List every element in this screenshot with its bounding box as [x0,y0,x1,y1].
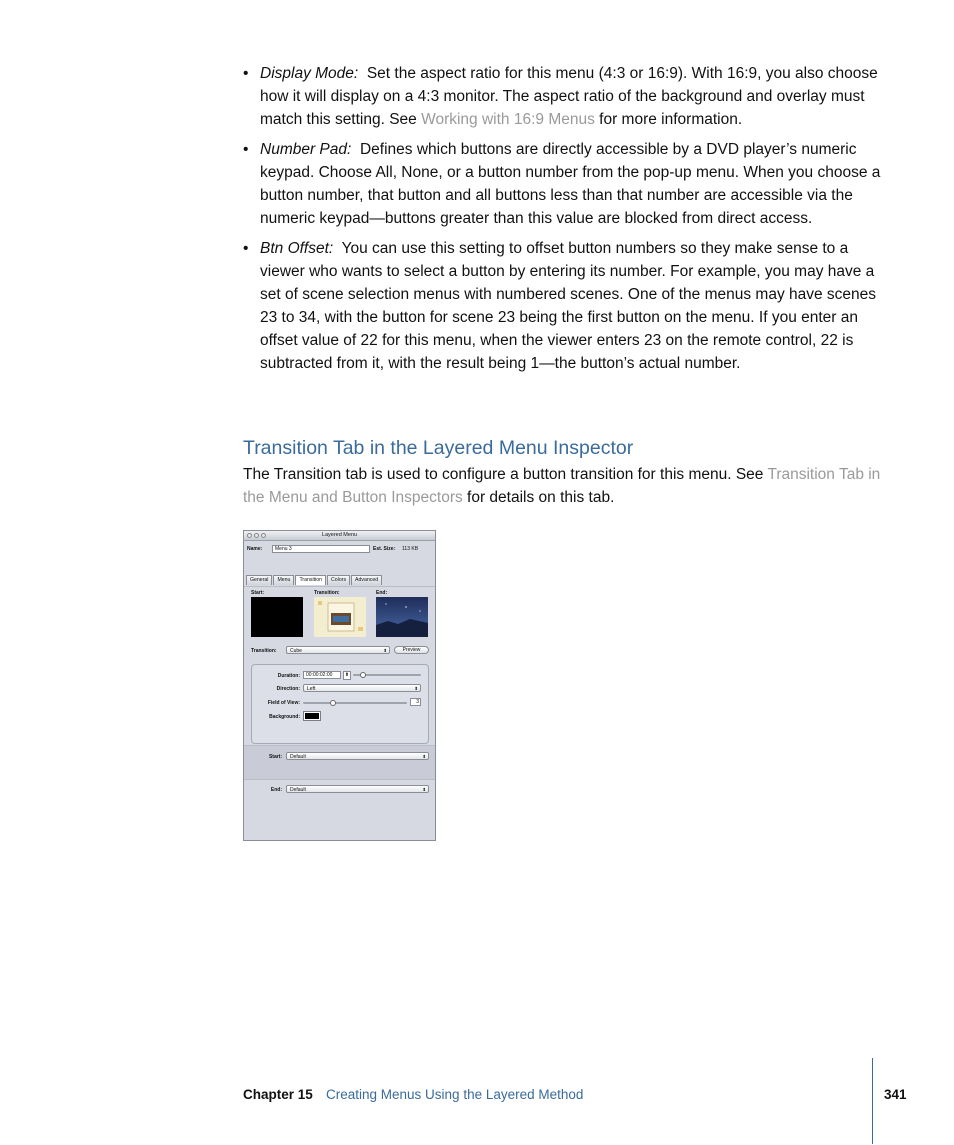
transition-options-group [251,664,429,744]
section-intro [243,463,883,509]
field-of-view-value[interactable]: 3 [410,698,421,706]
tab-transition[interactable]: Transition [295,575,326,585]
duration-field[interactable]: 00:00:02:00 [303,671,341,679]
transition-popup[interactable] [286,646,390,654]
section-heading: Transition Tab in the Layered Menu Inspector [243,437,634,459]
layered-menu-inspector-screenshot [243,530,436,841]
bullet-text: You can use this setting to offset button numbers so they make sense to a viewer who wants to select a button by entering its number. For example, you may have a set of scene selection menus with numbered scenes. One of the menus may have scenes 23 to 34, with the button for scene 23 being the first button on the menu. If you enter an offset value of 22 for this menu, when the viewer enters 23 on the remote control, 22 is subtracted from it, with the result being 1—the button’s actual number. [260,240,877,372]
inspector-tabs [246,575,383,585]
footer-chapter: Chapter 15 [243,1087,313,1102]
tab-divider [244,586,435,587]
est-size-label: Est. Size: [373,546,396,552]
bullet-dot: • [243,141,249,158]
tab-general[interactable]: General [246,575,272,585]
end-thumbnail [376,597,428,637]
tab-advanced[interactable]: Advanced [351,575,382,585]
window-controls [247,533,266,538]
footer-chapter-title[interactable]: Creating Menus Using the Layered Method [326,1087,584,1102]
tab-colors[interactable]: Colors [327,575,350,585]
name-label: Name: [247,546,263,552]
bullet-dot: • [243,240,249,257]
term-number-pad: Number Pad: [260,141,352,158]
bullet-display-mode [243,62,883,131]
zoom-window-icon[interactable] [261,533,266,538]
window-title: Layered Menu [321,532,358,538]
popup-arrows-icon: ⬍ [414,686,418,691]
start-section [244,745,435,780]
end-label: End: [270,787,282,793]
start-thumbnail [251,597,303,637]
duration-stepper[interactable]: ⬍ [344,672,350,678]
duration-label: Duration: [277,673,300,679]
intro-text: The Transition tab is used to configure a button transition for this menu. See [243,466,768,483]
direction-label: Direction: [276,686,300,692]
bullet-dot: • [243,65,249,82]
popup-arrows-icon: ⬍ [383,648,387,653]
est-size-value: 113 KB [402,546,419,552]
start-preview-label: Start: [251,590,265,596]
transition-row-label: Transition: [251,648,277,654]
background-color-swatch [305,713,319,719]
duration-slider-knob[interactable] [360,672,366,678]
start-label: Start: [268,754,282,760]
link-working-with-16-9-menus[interactable]: Working with 16:9 Menus [421,111,595,128]
bullet-list [243,62,883,382]
field-of-view-slider-knob[interactable] [330,700,336,706]
field-of-view-slider[interactable] [303,702,407,704]
transition-thumbnail [314,597,366,637]
bullet-text: Defines which buttons are directly accessible by a DVD player’s numeric keypad. Choose All, None, or a button number from the pop-up menu. When you choose a button number, that button and all buttons less than that number are accessible via the numeric keypad—buttons greater than this value are blocked from direct access. [260,141,881,227]
end-thumbnail-image [376,597,428,637]
section-divider [244,779,435,780]
transition-thumbnail-image [314,597,366,637]
term-btn-offset: Btn Offset: [260,240,334,257]
start-popup-value: Default [290,754,306,760]
direction-popup-value: Left [307,686,316,692]
popup-arrows-icon: ⬍ [422,787,426,792]
intro-text-end: for details on this tab. [462,489,615,506]
field-of-view-label: Field of View: [267,700,300,706]
bullet-text: Set the aspect ratio for this menu (4:3 or 16:9). With 16:9, you also choose how it will display on a 4:3 monitor. The aspect ratio of the background and overlay must match this setting. See [260,65,878,128]
name-field[interactable]: Menu 3 [272,545,370,553]
transition-popup-value: Cube [290,648,302,654]
page-number: 341 [884,1087,907,1102]
minimize-window-icon[interactable] [254,533,259,538]
tab-menu[interactable]: Menu [273,575,294,585]
bullet-btn-offset [243,237,883,375]
background-label: Background: [269,714,300,720]
link-transition-tab-menu-button-inspectors[interactable]: Transition Tab in the Menu and Button Inspectors [243,466,881,506]
end-popup[interactable] [286,785,429,793]
popup-arrows-icon: ⬍ [422,754,426,759]
end-preview-label: End: [376,590,388,596]
transition-preview-label: Transition: [314,590,340,596]
background-color-well[interactable] [303,711,321,721]
start-popup[interactable] [286,752,429,760]
term-display-mode: Display Mode: [260,65,359,82]
end-popup-value: Default [290,787,306,793]
preview-button[interactable]: Preview [394,646,429,654]
window-titlebar [244,531,435,541]
footer-divider [872,1058,873,1144]
direction-popup[interactable] [303,684,421,692]
bullet-text-end: for more information. [594,111,743,128]
bullet-number-pad [243,138,883,230]
close-window-icon[interactable] [247,533,252,538]
